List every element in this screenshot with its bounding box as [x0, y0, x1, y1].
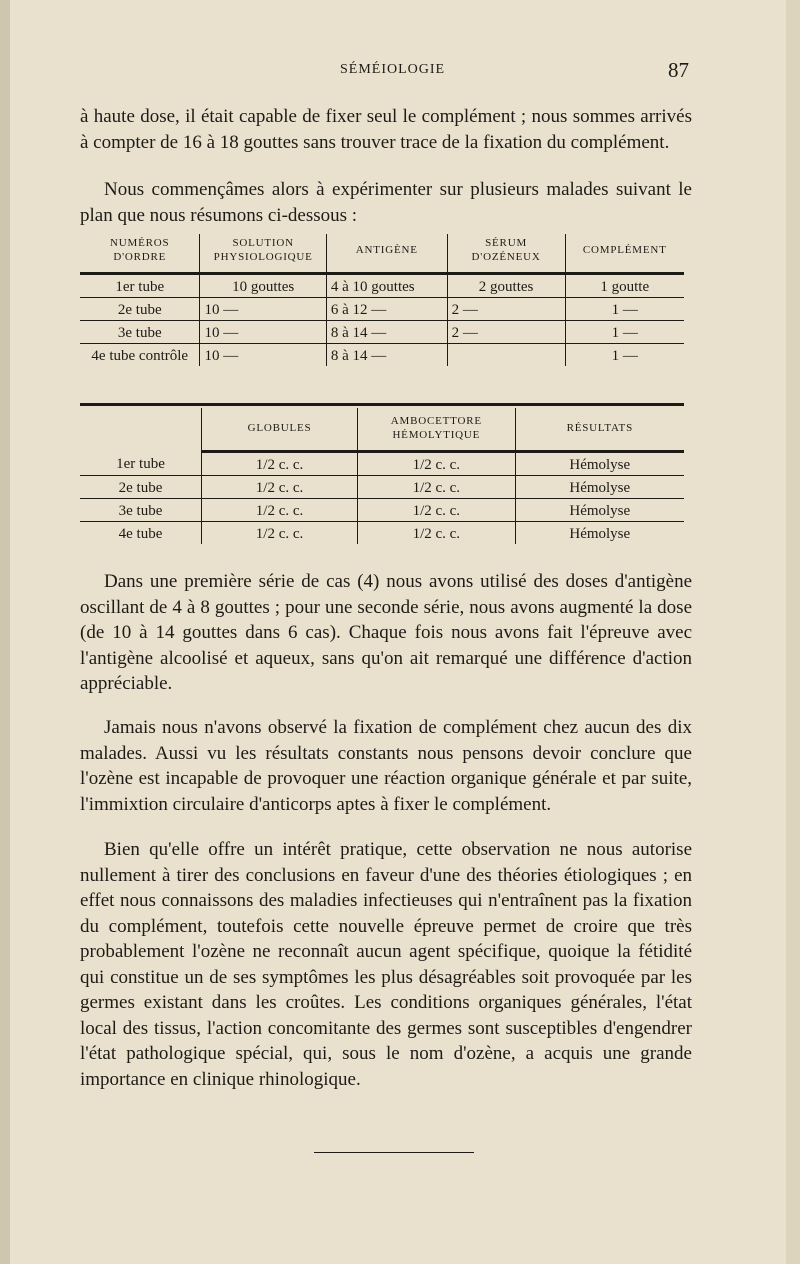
- paragraph: Jamais nous n'avons observé la fixation de complément chez aucun des dix malades. Aussi vu les résultats constants nous pensons devoir conclure que l'ozène est incapable de provoquer une réaction organique générale et par suite, l'immixtion circulaire d'anticorps aptes à fixer le complément.: [80, 717, 692, 815]
- table-cell: 1 —: [565, 321, 684, 344]
- col-header-complement: COMPLÉMENT: [565, 234, 684, 274]
- table-cell: 1/2 c. c.: [202, 522, 358, 545]
- table-cell: 1/2 c. c.: [202, 499, 358, 522]
- table-divider-rule: [80, 403, 684, 406]
- table-cell: 10 gouttes: [200, 274, 326, 298]
- table-cell: 10 —: [200, 344, 326, 367]
- table-row: [80, 476, 684, 499]
- page-number: 87: [668, 58, 689, 82]
- protocol-table: [80, 234, 684, 366]
- table-cell: 1 —: [565, 298, 684, 321]
- table-cell: Hémolyse: [515, 476, 684, 499]
- table-cell: 1/2 c. c.: [202, 476, 358, 499]
- col-header-solution: SOLUTION PHYSIOLOGIQUE: [200, 234, 326, 274]
- paragraph: Dans une première série de cas (4) nous avons utilisé des doses d'antigène oscillant de 4 à 8 gouttes ; pour une seconde série, nous avons augmenté la dose (de 10 à 14 gouttes dans 6 cas). Chaque fois nous avons fait l'épreuve avec l'antigène alcoolisé et aqueux, sans qu'on ait remarqué une différence d'action appréciable.: [80, 571, 692, 694]
- table-cell: 1 goutte: [565, 274, 684, 298]
- col-header-numeros: NUMÉROS D'ORDRE: [80, 234, 200, 274]
- table-cell: [447, 344, 565, 367]
- table-cell: 1/2 c. c.: [202, 452, 358, 476]
- table-cell: 3e tube: [80, 321, 200, 344]
- results-table: [80, 408, 684, 544]
- table-cell: 1er tube: [80, 452, 202, 476]
- table-cell: 2 —: [447, 298, 565, 321]
- table-cell: 1 —: [565, 344, 684, 367]
- table-row: [80, 274, 684, 298]
- col-header-blank: [80, 408, 202, 452]
- table-cell: 8 à 14 —: [326, 344, 447, 367]
- table-cell: 2 —: [447, 321, 565, 344]
- table-cell: 4 à 10 gouttes: [326, 274, 447, 298]
- paragraph: Nous commençâmes alors à expérimenter sur plusieurs malades suivant le plan que nous résumons ci-dessous :: [80, 179, 692, 226]
- col-header-resultats: RÉSULTATS: [515, 408, 684, 452]
- table-row: [80, 452, 684, 476]
- table-cell: 3e tube: [80, 499, 202, 522]
- col-header-globules: GLOBULES: [202, 408, 358, 452]
- table-header-row: [80, 234, 684, 274]
- table-row: [80, 522, 684, 545]
- table-cell: 8 à 14 —: [326, 321, 447, 344]
- table-cell: 4e tube: [118, 526, 163, 542]
- table-cell: Hémolyse: [515, 452, 684, 476]
- table-row: [80, 298, 684, 321]
- paragraph: Bien qu'elle offre un intérêt pratique, cette observation ne nous autorise nullement à tirer des conclusions en faveur d'une des théories étiologiques ; en effet nous connaissons des maladies infectieuses qui n'entraînent pas la fixation du complément, toutefois cette nouvelle épreuve permet de croire que très probablement l'ozène ne reconnaît aucun agent spécifique, quoique la fétidité qui constitue un de ses symptômes les plus désagréables soit provoquée par les germes existant dans les croûtes. Les conditions organiques générales, l'état local des tissus, l'action concomitante des germes sont susceptibles d'engendrer l'état pathologique spécial, qui, sous le nom d'ozène, a acquis une grande importance en clinique rhinologique.: [80, 839, 692, 1090]
- table-cell: 1er tube: [80, 274, 200, 298]
- table-row: [80, 499, 684, 522]
- table-cell: 1/2 c. c.: [358, 452, 516, 476]
- table-cell: 4e tube contrôle: [91, 348, 189, 364]
- col-header-ambocettore: AMBOCETTORE HÉMOLYTIQUE: [358, 408, 516, 452]
- page-edge: [786, 0, 800, 1264]
- table-cell: 1/2 c. c.: [358, 522, 516, 545]
- col-header-serum: SÉRUM D'OZÉNEUX: [447, 234, 565, 274]
- table-cell: 10 —: [200, 321, 326, 344]
- table-cell: 1/2 c. c.: [358, 499, 516, 522]
- table-header-row: [80, 408, 684, 452]
- running-title: SÉMÉIOLOGIE: [340, 62, 446, 77]
- page-gutter-shadow: [0, 0, 10, 1264]
- col-header-antigene: ANTIGÈNE: [326, 234, 447, 274]
- table-cell: 1/2 c. c.: [358, 476, 516, 499]
- table-cell: 2e tube: [80, 476, 202, 499]
- paragraph: à haute dose, il était capable de fixer seul le complément ; nous sommes arrivés à compter de 16 à 18 gouttes sans trouver trace de la fixation du complément.: [80, 106, 692, 153]
- table-cell: 10 —: [200, 298, 326, 321]
- table-row: [80, 344, 684, 367]
- table-cell: 2 gouttes: [447, 274, 565, 298]
- section-end-rule: [314, 1152, 474, 1153]
- table-row: [80, 321, 684, 344]
- table-cell: Hémolyse: [515, 522, 684, 545]
- table-cell: 6 à 12 —: [326, 298, 447, 321]
- table-cell: Hémolyse: [515, 499, 684, 522]
- table-cell: 2e tube: [80, 298, 200, 321]
